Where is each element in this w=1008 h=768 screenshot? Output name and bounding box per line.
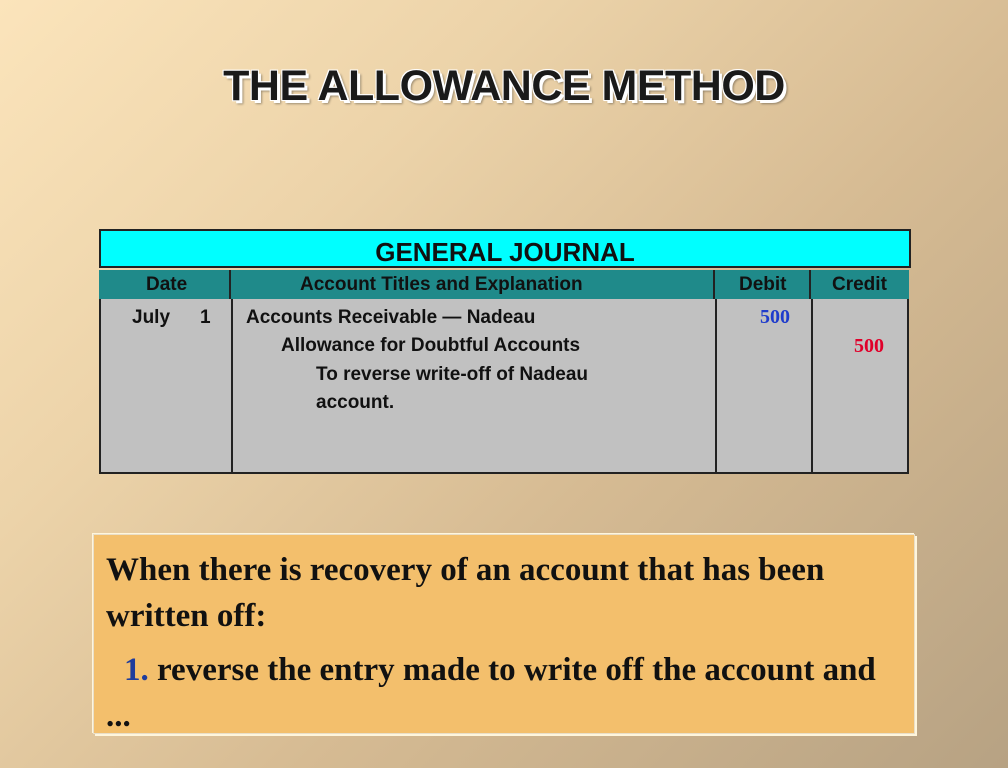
header-divider: [809, 270, 811, 299]
slide-title: THE ALLOWANCE METHOD: [223, 62, 785, 110]
entry-month: July: [132, 307, 171, 328]
credit-account: Allowance for Doubtful Accounts: [281, 335, 581, 356]
step-number: 1.: [124, 652, 149, 688]
column-divider: [715, 299, 717, 472]
credit-amount: 500: [854, 335, 884, 357]
journal-header: GENERAL JOURNAL: [99, 229, 911, 268]
general-journal: [99, 229, 911, 413]
debit-amount: 500: [760, 306, 790, 328]
recovery-note: [93, 534, 915, 734]
journal-entry-area: [99, 299, 909, 474]
column-header-credit: Credit: [832, 274, 887, 295]
header-divider: [713, 270, 715, 299]
note-step-1: [106, 647, 902, 739]
column-divider: [811, 299, 813, 472]
entry-day: 1: [200, 307, 211, 328]
column-header-debit: Debit: [739, 274, 787, 295]
column-header-account: Account Titles and Explanation: [300, 274, 583, 295]
explanation-line-2: account.: [316, 392, 395, 413]
debit-account: Accounts Receivable — Nadeau: [246, 307, 536, 328]
explanation-line-1: To reverse write-off of Nadeau: [316, 364, 589, 385]
column-divider: [231, 299, 233, 472]
header-divider: [229, 270, 231, 299]
column-header-row: [99, 270, 909, 299]
step-text: reverse the entry made to write off the account and ...: [106, 652, 876, 734]
note-intro: When there is recovery of an account that has been written off:: [106, 552, 825, 634]
column-header-date: Date: [146, 274, 188, 295]
